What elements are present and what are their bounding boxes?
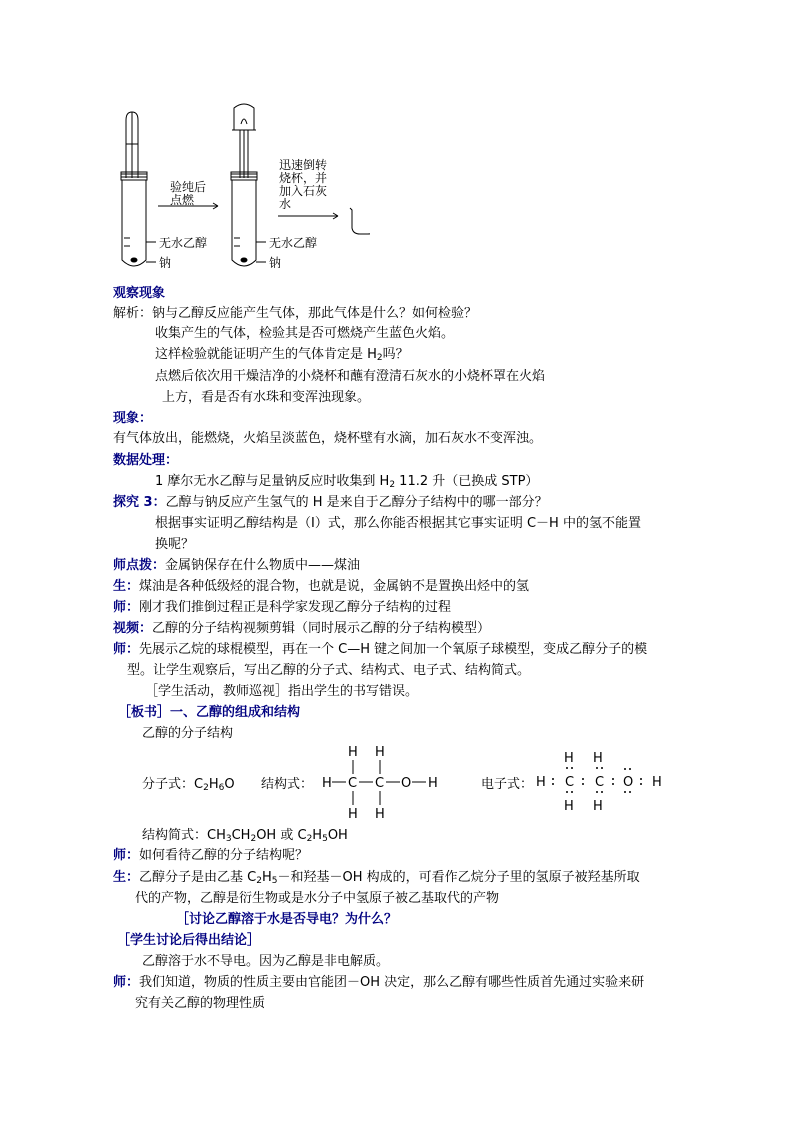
label-sodium-1: 钠 [159, 256, 172, 270]
molecular-formula [142, 775, 235, 798]
phenomenon-label: 现象： [113, 411, 153, 426]
mf-label: 分子式： [142, 777, 195, 792]
teacher2-line-1 [113, 640, 647, 660]
apparatus-diagram [110, 100, 370, 272]
mf-c-sub: 2 [203, 783, 209, 793]
data-proc-b: 11.2 升（已换成 STP） [395, 474, 539, 489]
mf-h-sub: 6 [218, 783, 225, 793]
label-ethanol-2: 无水乙醇 [269, 236, 318, 250]
student1-label: 生： [113, 579, 140, 594]
student2-label: 生： [113, 870, 140, 885]
teacher1-text: 刚才我们推倒过程正是科学家发现乙醇分子结构的过程 [139, 600, 452, 615]
label-sodium-2: 钠 [269, 256, 282, 270]
tip-line [113, 556, 360, 576]
student2-l1c: －和羟基－OH 构成的，可看作乙烷分子里的氢原子被羟基所取 [277, 870, 640, 885]
data-processing-label: 数据处理： [113, 453, 179, 468]
analysis-l2-b: 吗？ [382, 347, 409, 362]
arrow2-label-1: 迅速倒转 [279, 158, 328, 172]
explore3-label: 探究 3： [113, 495, 166, 510]
ef-atom-o: O [623, 775, 634, 790]
sf-atom-h1: H [348, 745, 358, 760]
mf-h: H [208, 777, 219, 792]
ef-atom-c2: C [595, 775, 605, 790]
structural-formula-label: 结构式： [261, 777, 314, 792]
analysis-lead: 解析： [113, 306, 153, 321]
teacher2-line-2: 型。让学生观察后，写出乙醇的分子式、结构式、电子式、结构简式。 [127, 663, 531, 678]
student2-l1a: 乙醇分子是由乙基 C [139, 870, 257, 885]
simple-b: CH [231, 828, 251, 843]
analysis-line-4: 上方，看是否有水珠和变浑浊现象。 [162, 390, 371, 405]
simple-d-sub: 5 [322, 834, 328, 844]
video-label: 视频： [113, 621, 153, 636]
electron-formula [534, 748, 674, 814]
explore3-line-2: 换呢？ [155, 537, 195, 552]
analysis-line-2 [155, 345, 409, 368]
analysis-line-1: 收集产生的气体，检验其是否可燃烧产生蓝色火焰。 [155, 326, 455, 341]
ef-atom-h2: H [593, 751, 603, 766]
sf-atom-c1: C [348, 776, 358, 791]
ef-atom-h4: H [652, 775, 662, 790]
student2-line-1 [113, 868, 640, 891]
student2-sub1: 2 [256, 876, 262, 886]
explore3-q: 乙醇与钠反应产生氢气的 H 是来自于乙醇分子结构中的哪一部分？ [165, 495, 548, 510]
analysis-question [113, 304, 477, 324]
simple-label: 结构简式： [142, 828, 208, 843]
sf-atom-h5: H [348, 807, 358, 822]
sf-atom-h3: H [322, 776, 332, 791]
simple-c: OH 或 C [256, 828, 307, 843]
arrow2-label-2: 烧杯，并 [279, 171, 328, 185]
explore3-line-1: 根据事实证明乙醇结构是（Ⅰ）式，那么你能否根据其它事实证明 C－H 中的氢不能置 [155, 516, 641, 531]
tip-label: 师点拨： [113, 558, 166, 573]
analysis-l2-sub: 2 [376, 353, 383, 363]
analysis-line-3: 点燃后依次用干燥洁净的小烧杯和蘸有澄清石灰水的小烧杯罩在火焰 [155, 369, 546, 384]
heading-observe: 观察现象 [113, 286, 166, 301]
simple-e: OH [327, 828, 348, 843]
conclusion-text: 乙醇溶于水不导电。因为乙醇是非电解质。 [142, 954, 390, 969]
arrow1-top-label: 验纯后 [170, 180, 207, 194]
simple-a-sub: 3 [225, 834, 232, 844]
teacher2-label: 师： [113, 642, 140, 657]
board-text: 一、乙醇的组成和结构 [170, 705, 301, 720]
teacher4-text-1: 我们知道，物质的性质主要由官能团－OH 决定，那么乙醇有哪些性质首先通过实验来研 [139, 975, 645, 990]
electron-formula-label: 电子式： [481, 777, 534, 792]
teacher4-line-2: 究有关乙醇的物理性质 [135, 996, 266, 1011]
label-ethanol-1: 无水乙醇 [159, 236, 208, 250]
video-line [113, 619, 490, 639]
analysis-q-text: 钠与乙醇反应能产生气体，那此气体是什么？如何检验？ [152, 306, 478, 321]
tip-text: 金属钠保存在什么物质中——煤油 [165, 558, 361, 573]
data-proc-sub: 2 [389, 480, 396, 490]
sf-atom-o: O [401, 776, 412, 791]
structural-formula [318, 742, 448, 824]
teacher4-label: 师： [113, 975, 140, 990]
mf-o: O [224, 777, 235, 792]
teacher2-text-1: 先展示乙烷的球棍模型，再在一个 C—H 键之间加一个氧原子球模型，变成乙醇分子的模 [139, 642, 648, 657]
phenomenon-text: 有气体放出，能燃烧，火焰呈淡蓝色，烧杯壁有水滴，加石灰水不变浑浊。 [113, 431, 543, 446]
ef-atom-c1: C [565, 775, 575, 790]
teacher3-text: 如何看待乙醇的分子结构呢？ [139, 848, 309, 863]
teacher1-line [113, 598, 451, 618]
analysis-l2-a: 这样检验就能证明产生的气体肯定是 H [155, 347, 377, 362]
teacher3-line [113, 846, 308, 866]
student1-line [113, 577, 529, 597]
sf-atom-c2: C [375, 776, 385, 791]
arrow1-bottom-label: 点燃 [170, 193, 195, 207]
ef-atom-h5: H [564, 799, 574, 814]
student2-line-2: 代的产物，乙醇是衍生物或是水分子中氢原子被乙基取代的产物 [135, 891, 500, 906]
simple-a: CH [207, 828, 226, 843]
ef-atom-h6: H [593, 799, 603, 814]
simple-d: H [312, 828, 323, 843]
discussion-line [176, 910, 397, 930]
teacher3-label: 师： [113, 848, 140, 863]
video-text: 乙醇的分子结构视频剪辑（同时展示乙醇的分子结构模型） [152, 621, 491, 636]
sf-atom-h6: H [375, 807, 385, 822]
sf-atom-h2: H [375, 745, 385, 760]
teacher4-line-1 [113, 973, 644, 993]
arrow2-label-3: 加入石灰 [279, 184, 328, 198]
sf-atom-h4: H [428, 776, 438, 791]
mf-c: C [194, 777, 204, 792]
board-line [118, 703, 300, 723]
data-processing-text [155, 472, 538, 495]
simple-c-sub: 2 [306, 834, 313, 844]
discuss-label: ［讨论 [176, 912, 216, 927]
data-proc-a: 1 摩尔无水乙醇与足量钠反应时收集到 H [155, 474, 390, 489]
explore3-question [113, 493, 548, 513]
conclusion-label: ［学生讨论后得出结论］ [117, 933, 261, 948]
simple-b-sub: 2 [250, 834, 257, 844]
student1-text: 煤油是各种低级烃的混合物，也就是说，金属钠不是置换出烃中的氢 [139, 579, 530, 594]
molecule-structure-title: 乙醇的分子结构 [142, 726, 234, 741]
board-label: ［板书］ [118, 705, 171, 720]
arrow2-label-4: 水 [279, 197, 292, 211]
ef-atom-h3: H [536, 775, 546, 790]
teacher1-label: 师： [113, 600, 140, 615]
activity-line: ［学生活动，教师巡视］指出学生的书写错误。 [145, 684, 419, 699]
student2-l1b: H [261, 870, 272, 885]
student2-sub2: 5 [271, 876, 278, 886]
ef-atom-h1: H [564, 751, 574, 766]
discuss-text: 乙醇溶于水是否导电？为什么？ [215, 912, 398, 927]
